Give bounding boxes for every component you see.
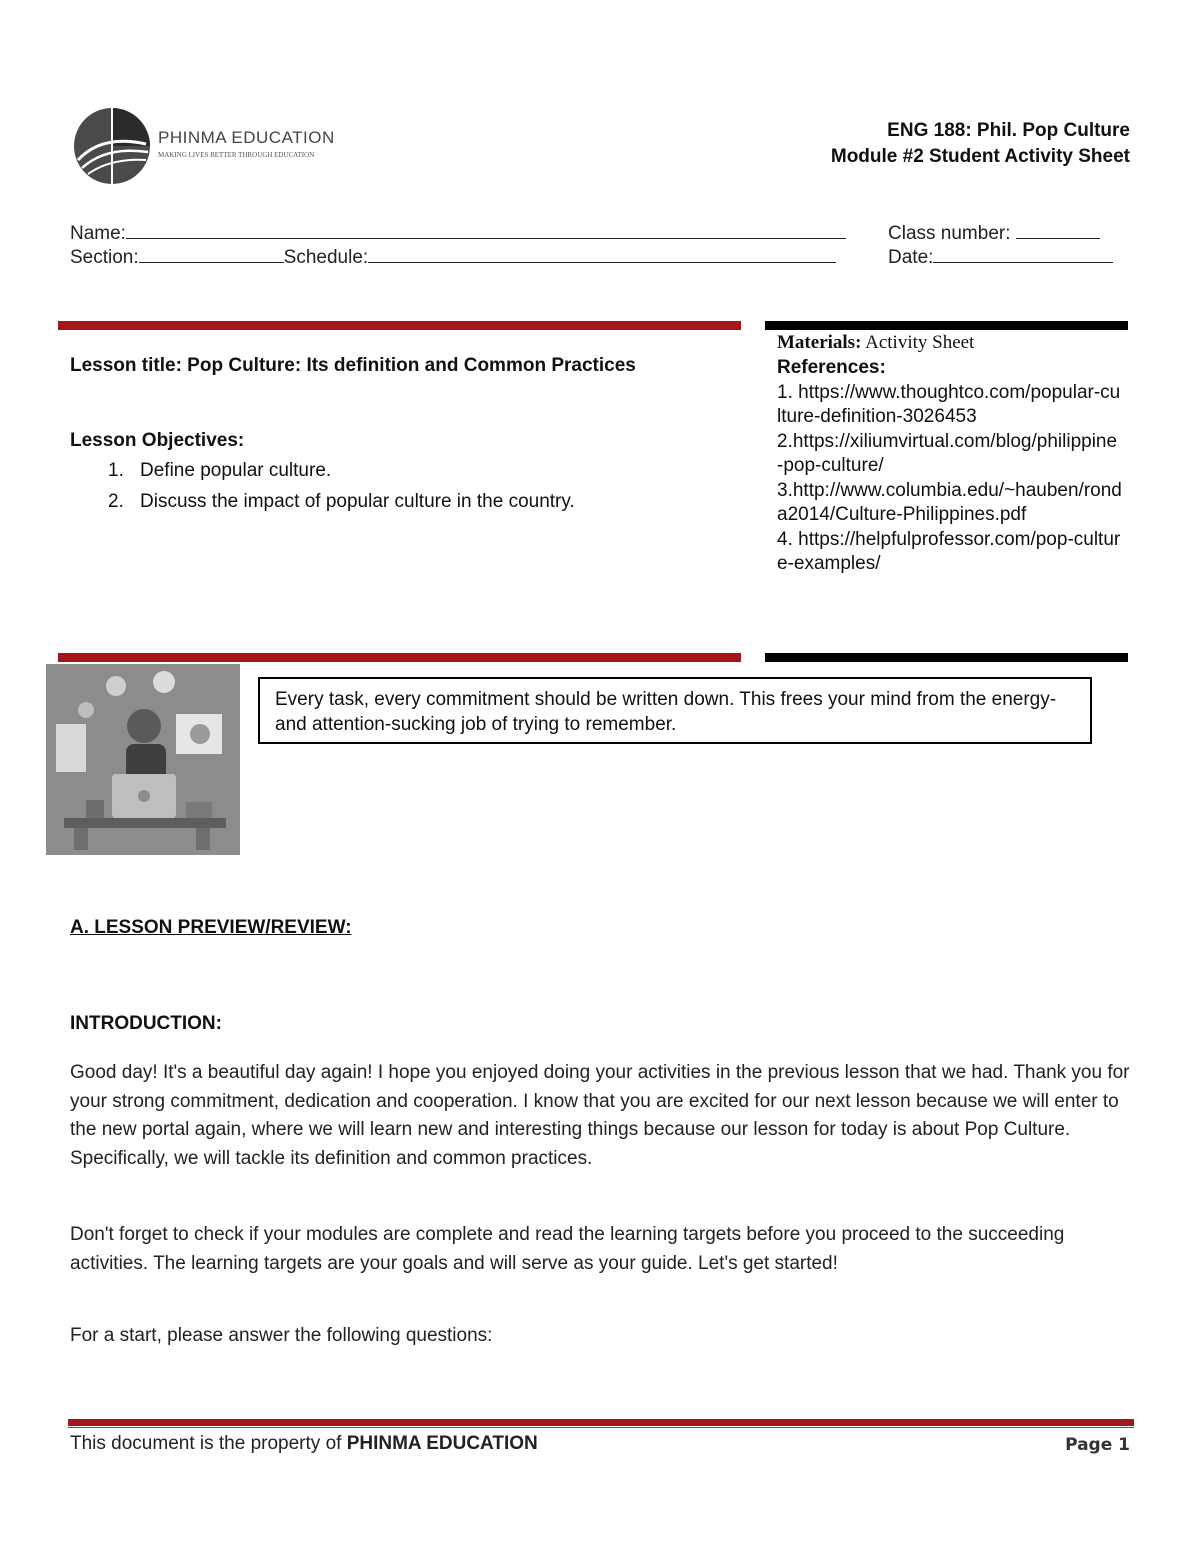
bottom-black-divider [765,653,1128,662]
references-label: References: [777,357,886,378]
section-input-line[interactable] [139,244,284,263]
materials-value: Activity Sheet [865,332,975,353]
footer-ownership [70,1433,538,1455]
reference-link[interactable]: 2.https://xiliumvirtual.com/blog/philippine-pop-culture/ [777,430,1118,476]
name-input-line[interactable] [126,220,846,239]
phinma-logo [72,104,342,188]
references [777,356,1122,577]
objective-number: 1. [108,460,124,481]
footer-red-bar [68,1419,1134,1426]
materials [777,332,974,354]
top-black-divider [765,321,1128,330]
date-input-line[interactable] [933,244,1113,263]
section-label: Section: [70,247,139,268]
module-title: Module #2 Student Activity Sheet [830,146,1130,167]
person-at-laptop-icon [46,664,240,855]
lesson-title: Lesson title: Pop Culture: Its definition and Common Practices [70,355,636,376]
section-field-row [70,244,836,270]
objective-text: Define popular culture. [140,460,332,481]
introduction-heading: INTRODUCTION: [70,1013,222,1034]
footer-prefix: This document is the property of [70,1433,347,1454]
intro-paragraph-2: Don't forget to check if your modules are complete and read the learning targets before you proceed to the succeeding activities. The learning targets are your goals and will serve as your guide. Let's get started! [70,1224,1065,1274]
schedule-label: Schedule: [283,247,369,268]
course-header [831,118,1130,170]
course-title: ENG 188: Phil. Pop Culture [887,120,1130,141]
list-item [70,486,575,517]
study-illustration [46,664,240,855]
logo-tagline: MAKING LIVES BETTER THROUGH EDUCATION [158,151,315,159]
class-number-field-row [888,220,1100,246]
objectives-list [70,455,575,517]
footer-owner: PHINMA EDUCATION [346,1433,538,1454]
logo-name: PHINMA EDUCATION [158,128,335,147]
objective-text: Discuss the impact of popular culture in the country. [140,491,575,512]
reference-link[interactable]: 3.http://www.columbia.edu/~hauben/ronda2014/Culture-Philippines.pdf [777,479,1122,525]
reference-link[interactable]: 1. https://www.thoughtco.com/popular-culture-definition-3026453 [777,381,1121,427]
reference-link[interactable]: 4. https://helpfulprofessor.com/pop-culture-examples/ [777,528,1121,574]
name-label: Name: [70,223,126,244]
class-number-label: Class number: [888,223,1011,244]
intro-paragraph-3: For a start, please answer the following questions: [70,1325,493,1346]
quote-box: Every task, every commitment should be written down. This frees your mind from the energy- and attention-sucking job of trying to remember. [258,677,1092,744]
class-number-input-line[interactable] [1016,220,1100,239]
bottom-red-divider [58,653,741,662]
intro-paragraph-1: Good day! It's a beautiful day again! I hope you enjoyed doing your activities in the previous lesson that we had. Thank you for your strong commitment, dedication and cooperation. I know that you are excited for our next lesson because we will enter to the new portal again, where we will learn new and interesting things because our lesson for today is about Pop Culture. Specifically, we will tackle its definition and common practices. [70,1062,1130,1169]
name-field-row [70,220,846,246]
date-label: Date: [888,247,934,268]
section-a-heading: A. LESSON PREVIEW/REVIEW: [70,917,352,938]
objectives-title: Lesson Objectives: [70,430,245,451]
footer-divider [68,1427,1134,1428]
schedule-input-line[interactable] [368,244,836,263]
objective-number: 2. [108,491,124,512]
date-field-row [888,244,1113,270]
materials-label: Materials: [777,332,862,353]
list-item [70,455,575,486]
page-number: Page 1 [1065,1435,1130,1455]
top-red-divider [58,321,741,330]
